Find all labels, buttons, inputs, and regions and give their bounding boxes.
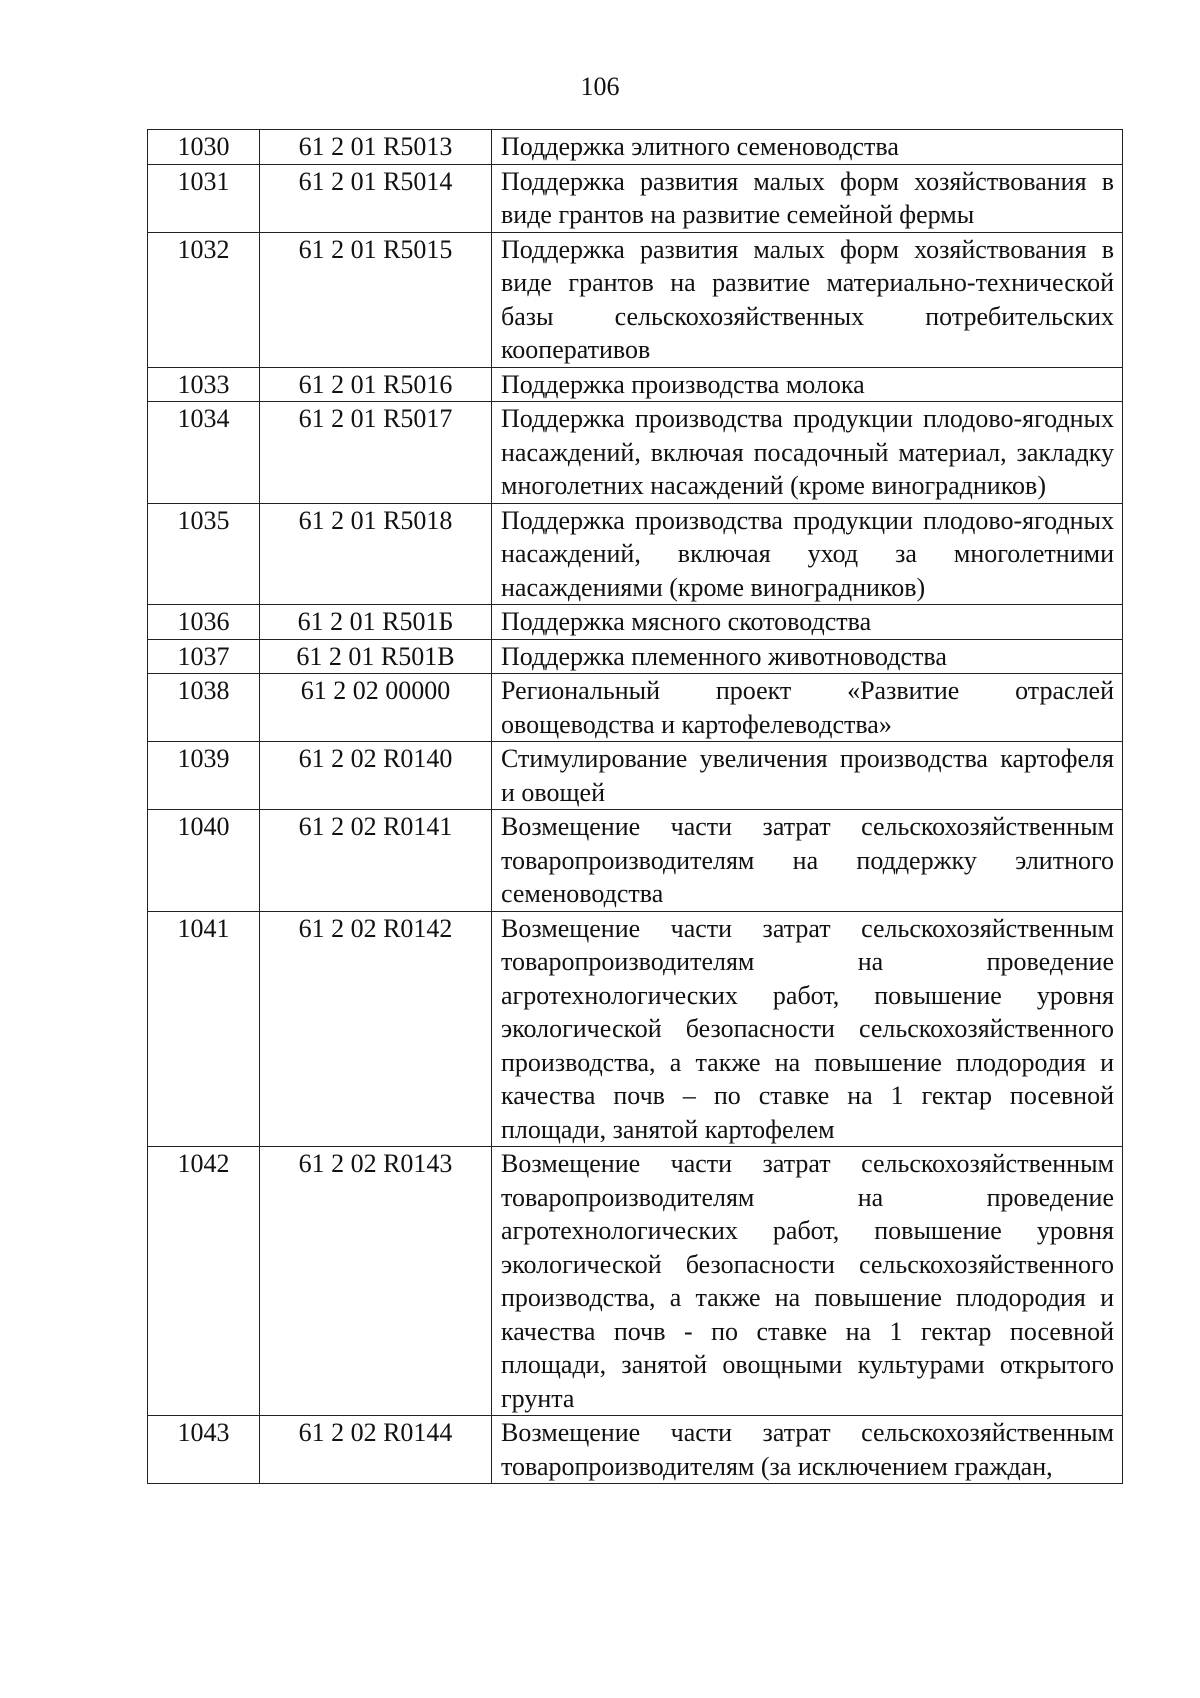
table-row	[148, 1147, 1123, 1416]
budget-code-cell: 61 2 02 R0141	[260, 810, 492, 912]
description-cell: Региональный проект «Развитие отраслей овощеводства и картофелеводства»	[492, 674, 1123, 742]
row-number-cell: 1038	[148, 674, 260, 742]
row-number-cell: 1043	[148, 1416, 260, 1484]
table-row	[148, 810, 1123, 912]
row-number-cell: 1036	[148, 605, 260, 640]
description-cell: Поддержка мясного скотоводства	[492, 605, 1123, 640]
table-row	[148, 639, 1123, 674]
description-cell: Возмещение части затрат сельскохозяйственным товаропроизводителям на проведение агротехнологических работ, повышение уровня экологической безопасности сельскохозяйственного производства, а также на повышение плодородия и качества почв – по ставке на 1 гектар посевной площади, занятой картофелем	[492, 911, 1123, 1147]
table-row	[148, 674, 1123, 742]
table-row	[148, 232, 1123, 367]
table-row	[148, 130, 1123, 165]
row-number-cell: 1035	[148, 503, 260, 605]
row-number-cell: 1040	[148, 810, 260, 912]
description-cell: Поддержка развития малых форм хозяйствования в виде грантов на развитие семейной фермы	[492, 164, 1123, 232]
description-cell: Поддержка производства продукции плодово-ягодных насаждений, включая уход за многолетними насаждениями (кроме виноградников)	[492, 503, 1123, 605]
budget-code-cell: 61 2 01 R501Б	[260, 605, 492, 640]
table-row	[148, 164, 1123, 232]
row-number-cell: 1039	[148, 742, 260, 810]
description-cell: Возмещение части затрат сельскохозяйственным товаропроизводителям на поддержку элитного семеноводства	[492, 810, 1123, 912]
budget-code-cell: 61 2 01 R5013	[260, 130, 492, 165]
budget-code-cell: 61 2 02 R0142	[260, 911, 492, 1147]
budget-code-cell: 61 2 01 R5014	[260, 164, 492, 232]
budget-code-cell: 61 2 02 R0144	[260, 1416, 492, 1484]
budget-code-cell: 61 2 02 00000	[260, 674, 492, 742]
table-row	[148, 742, 1123, 810]
table-row	[148, 402, 1123, 504]
description-cell: Поддержка производства молока	[492, 367, 1123, 402]
table-row	[148, 911, 1123, 1147]
description-cell: Поддержка племенного животноводства	[492, 639, 1123, 674]
description-cell: Поддержка элитного семеноводства	[492, 130, 1123, 165]
budget-code-cell: 61 2 02 R0143	[260, 1147, 492, 1416]
budget-code-cell: 61 2 02 R0140	[260, 742, 492, 810]
table-body	[148, 130, 1123, 1484]
row-number-cell: 1032	[148, 232, 260, 367]
row-number-cell: 1034	[148, 402, 260, 504]
budget-code-cell: 61 2 01 R5015	[260, 232, 492, 367]
budget-codes-table	[147, 129, 1123, 1484]
table-row	[148, 1416, 1123, 1484]
description-cell: Поддержка производства продукции плодово-ягодных насаждений, включая посадочный материал, закладку многолетних насаждений (кроме виноградников)	[492, 402, 1123, 504]
row-number-cell: 1037	[148, 639, 260, 674]
description-cell: Возмещение части затрат сельскохозяйственным товаропроизводителям (за исключением граждан,	[492, 1416, 1123, 1484]
description-cell: Стимулирование увеличения производства картофеля и овощей	[492, 742, 1123, 810]
table-row	[148, 367, 1123, 402]
description-cell: Поддержка развития малых форм хозяйствования в виде грантов на развитие материально-технической базы сельскохозяйственных потребительских кооперативов	[492, 232, 1123, 367]
budget-code-cell: 61 2 01 R5018	[260, 503, 492, 605]
row-number-cell: 1031	[148, 164, 260, 232]
table-row	[148, 605, 1123, 640]
row-number-cell: 1042	[148, 1147, 260, 1416]
budget-code-cell: 61 2 01 R5017	[260, 402, 492, 504]
budget-code-cell: 61 2 01 R501В	[260, 639, 492, 674]
table-row	[148, 503, 1123, 605]
row-number-cell: 1030	[148, 130, 260, 165]
row-number-cell: 1033	[148, 367, 260, 402]
description-cell: Возмещение части затрат сельскохозяйственным товаропроизводителям на проведение агротехнологических работ, повышение уровня экологической безопасности сельскохозяйственного производства, а также на повышение плодородия и качества почв - по ставке на 1 гектар посевной площади, занятой овощными культурами открытого грунта	[492, 1147, 1123, 1416]
page-number: 106	[580, 72, 620, 101]
row-number-cell: 1041	[148, 911, 260, 1147]
budget-code-cell: 61 2 01 R5016	[260, 367, 492, 402]
